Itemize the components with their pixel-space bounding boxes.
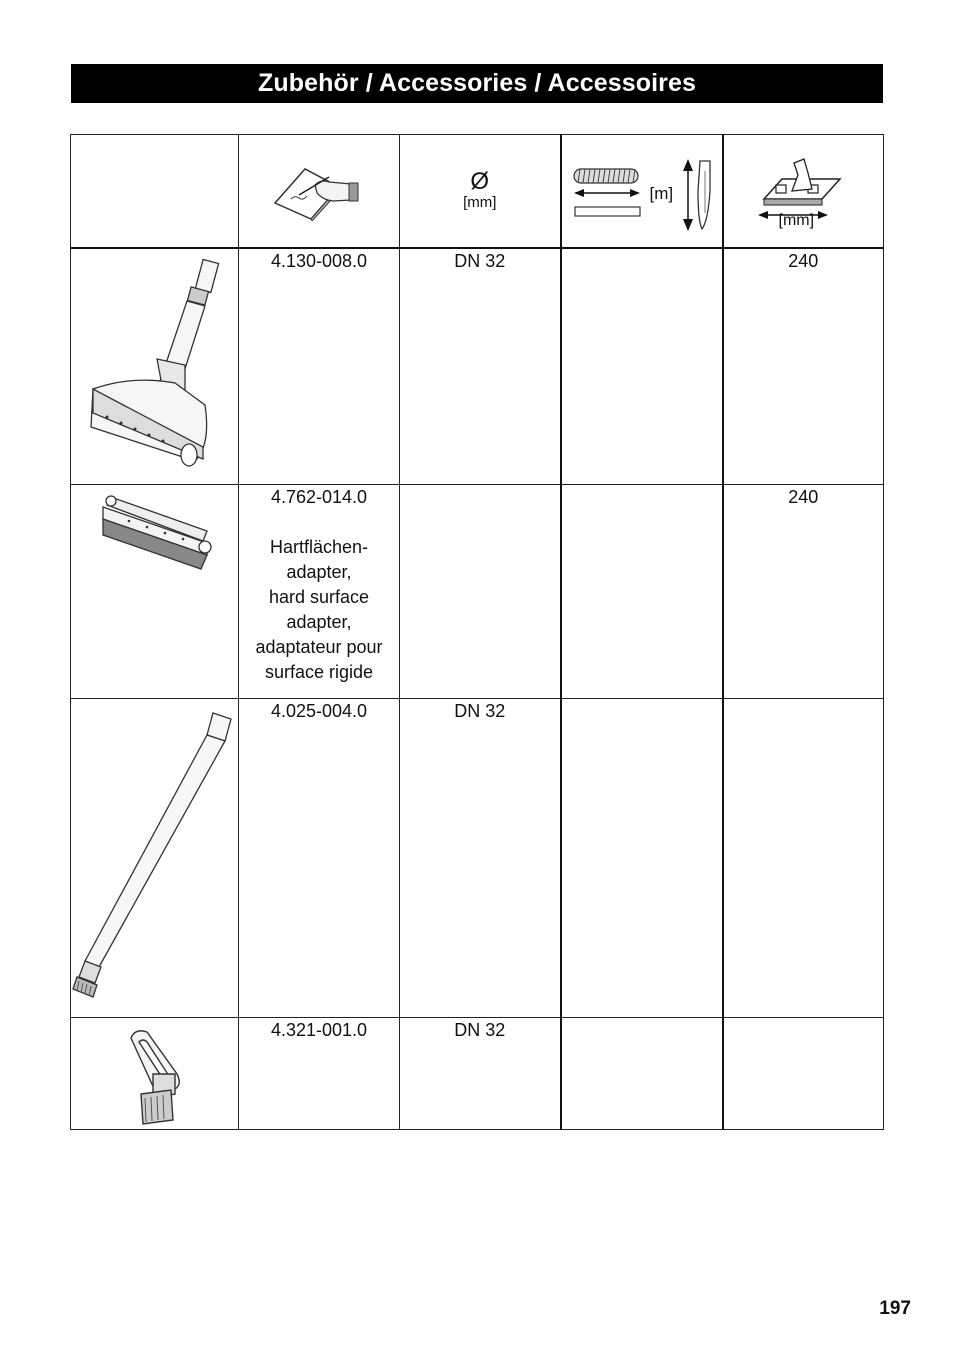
part-number: 4.025-004.0	[270, 700, 368, 721]
row4-image-cell	[71, 1017, 239, 1129]
header-image-column	[71, 135, 239, 249]
row2-diameter	[400, 484, 561, 698]
row3-length	[561, 698, 723, 1017]
hand-writing-icon	[269, 161, 369, 221]
table-row	[71, 1017, 884, 1129]
diameter-unit: [mm]	[463, 194, 497, 211]
header-part-number	[239, 135, 400, 249]
row2-width: 240	[723, 484, 884, 698]
row2-length	[561, 484, 723, 698]
diameter-symbol: Ø	[470, 168, 490, 195]
row3-width	[723, 698, 884, 1017]
table-header-row	[71, 135, 884, 249]
hose-length-icon	[562, 135, 722, 247]
length-unit: [m]	[649, 184, 674, 203]
row3-image-cell	[71, 698, 239, 1017]
row2-part-number	[239, 484, 400, 698]
page-number: 197	[879, 1298, 911, 1319]
header-diameter	[400, 135, 561, 249]
row4-width	[723, 1017, 884, 1129]
table-row	[71, 698, 884, 1017]
page-title-text: Zubehör / Accessories / Accessoires	[258, 69, 696, 97]
accessories-table	[70, 134, 884, 1130]
table-row	[71, 484, 884, 698]
row1-image-cell	[71, 248, 239, 484]
floor-nozzle-image	[71, 249, 237, 483]
header-working-width	[723, 135, 884, 249]
handle-elbow-image	[71, 1018, 237, 1128]
part-number: 4.321-001.0	[270, 1019, 368, 1040]
table-row	[71, 248, 884, 484]
part-number: 4.762-014.0	[270, 486, 368, 507]
header-length	[561, 135, 723, 249]
page-title	[71, 64, 883, 103]
part-description: Hartflächen- adapter, hard surface adapter, adaptateur pour surface rigide	[255, 536, 383, 682]
row4-length	[561, 1017, 723, 1129]
row1-length	[561, 248, 723, 484]
row1-diameter: DN 32	[400, 248, 561, 484]
row4-diameter: DN 32	[400, 1017, 561, 1129]
suction-tube-image	[71, 699, 237, 1016]
width-unit: [mm]	[778, 212, 815, 229]
row1-width: 240	[723, 248, 884, 484]
row2-image-cell	[71, 484, 239, 698]
hard-surface-adapter-image	[71, 485, 237, 585]
row3-part-number	[239, 698, 400, 1017]
row4-part-number	[239, 1017, 400, 1129]
row3-diameter: DN 32	[400, 698, 561, 1017]
part-number: 4.130-008.0	[270, 251, 368, 271]
row1-part-number	[239, 248, 400, 484]
